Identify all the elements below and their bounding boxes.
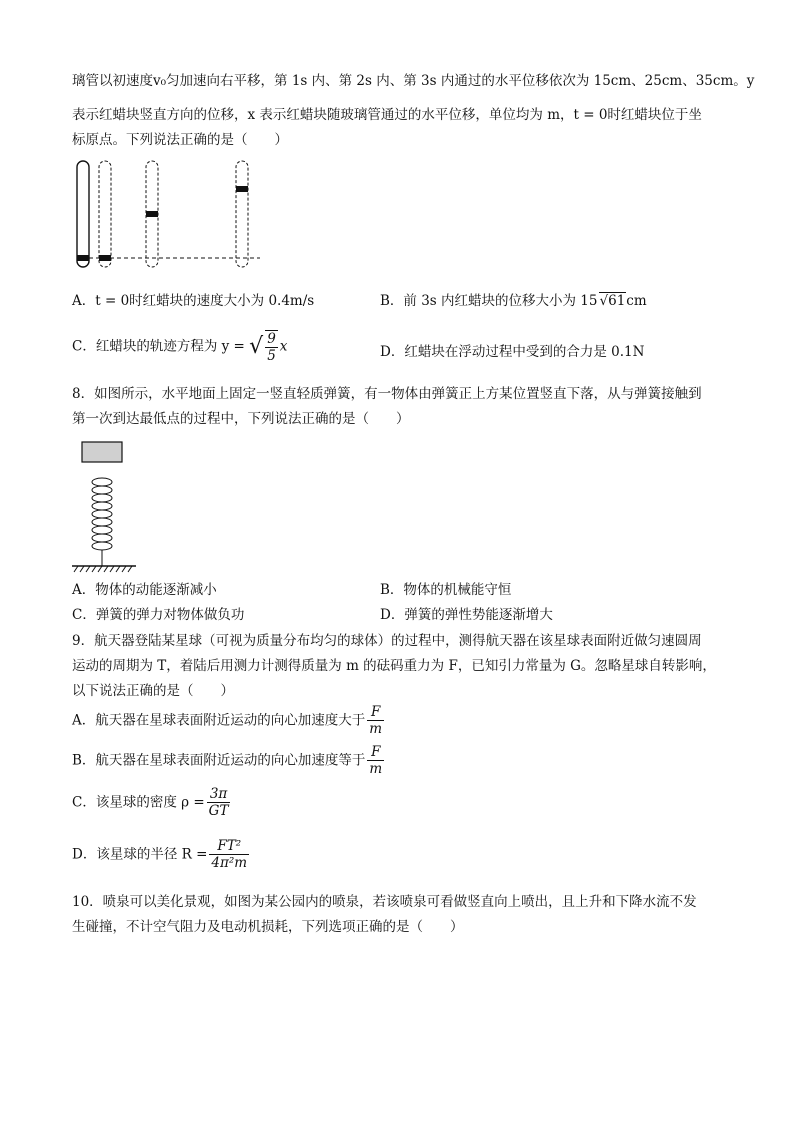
q9-line-3: 以下说法正确的是（ ） <box>72 683 234 699</box>
falling-block <box>82 442 122 462</box>
q9-option-a: A．航天器在星球表面附近运动的向心加速度大于 $\frac{F}{m}$ <box>72 704 383 737</box>
wax-block-1 <box>77 255 89 261</box>
q8-option-a: A．物体的动能逐渐减小 <box>72 582 217 598</box>
q8-option-b: B．物体的机械能守恒 <box>380 582 512 598</box>
wax-block-3 <box>146 211 158 217</box>
q7-line-1: 璃管以初速度v₀匀加速向右平移，第 1s 内、第 2s 内、第 3s 内通过的水平位移依次为 15cm、25cm、35cm。y <box>72 73 755 89</box>
q7-option-c: C．红蜡块的轨迹方程为 y = √ $\frac{9}{5}$ x <box>72 331 288 364</box>
q7-option-b: B．前 3s 内红蜡块的位移大小为 15 √61cm <box>380 293 647 309</box>
q9-line-1: 9．航天器登陆某星球（可视为质量分布均匀的球体）的过程中，测得航天器在该星球表面附近做匀速圆周 <box>72 633 702 649</box>
q10-line-1: 10．喷泉可以美化景观，如图为某公园内的喷泉，若该喷泉可看做竖直向上喷出，且上升和下降水流不发 <box>72 894 697 910</box>
solid-glass-tube <box>77 161 89 267</box>
spring-coil <box>92 478 112 566</box>
q7-option-d: D．红蜡块在浮动过程中受到的合力是 0.1N <box>380 344 645 360</box>
q8-line-2: 第一次到达最低点的过程中，下列说法正确的是（ ） <box>72 411 410 427</box>
q7-line-3: 标原点。下列说法正确的是（ ） <box>72 132 288 148</box>
q7-option-a: A．t = 0时红蜡块的速度大小为 0.4m/s <box>72 293 315 309</box>
dashed-glass-tube-3 <box>236 161 248 267</box>
q8-option-c: C．弹簧的弹力对物体做负功 <box>72 607 245 623</box>
q9-option-c: C．该星球的密度 ρ = $\frac{3\pi}{GT}$ <box>72 786 229 819</box>
q9-option-d: D．该星球的半径 R = $\frac{\text{FT²}}{\text{4π²m}}$ <box>72 838 248 871</box>
q7-line-2: 表示红蜡块竖直方向的位移，x 表示红蜡块随玻璃管通过的水平位移，单位均为 m，t = 0时红蜡块位于坐 <box>72 107 702 123</box>
q8-line-1: 8．如图所示，水平地面上固定一竖直轻质弹簧，有一物体由弹簧正上方某位置竖直下落，从与弹簧接触到 <box>72 386 702 402</box>
ground-hatching <box>74 566 132 572</box>
wax-block-4 <box>236 186 248 192</box>
q7-glass-tube-figure <box>70 158 270 270</box>
q8-spring-figure <box>68 438 140 576</box>
q10-line-2: 生碰撞，不计空气阻力及电动机损耗，下列选项正确的是（ ） <box>72 919 464 935</box>
dashed-glass-tube-1 <box>99 161 111 267</box>
q8-option-d: D．弹簧的弹性势能逐渐增大 <box>380 607 553 623</box>
q9-line-2: 运动的周期为 T，着陆后用测力计测得质量为 m 的砝码重力为 F，已知引力常量为 G。忽略星球自转影响， <box>72 658 716 674</box>
q9-option-b: B．航天器在星球表面附近运动的向心加速度等于 $\frac{F}{m}$ <box>72 744 383 777</box>
